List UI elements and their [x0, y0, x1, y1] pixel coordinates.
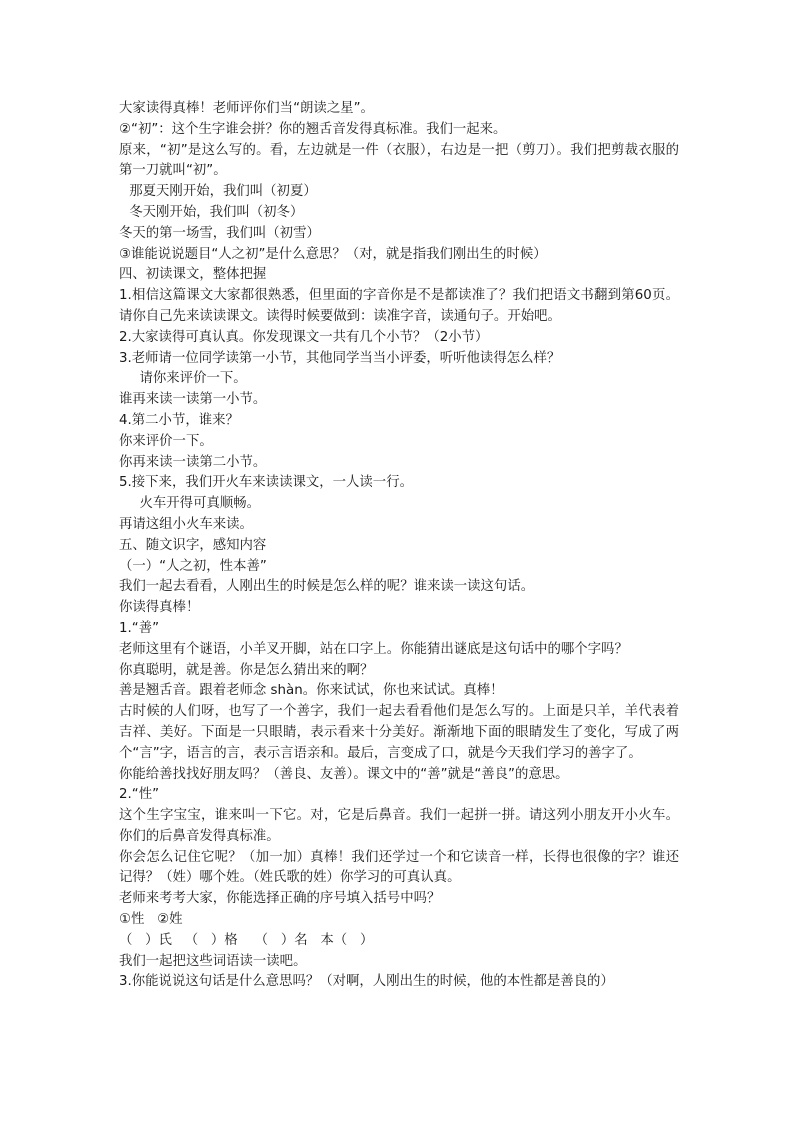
- text-line: 善是翘舌音。跟着老师念 shàn。你来试试，你也来试试。真棒！: [119, 683, 504, 699]
- text-line: 你会怎么记住它呢？（加一加）真棒！我们还学过一个和它读音一样，长得也很像的字？谁还记得？（姓）哪个姓。（姓氏歌的姓）你学习的可真认真。: [119, 849, 679, 886]
- text-line: 2.“性”: [119, 787, 160, 803]
- text-line: 四、初读课文，整体把握: [119, 267, 267, 283]
- text-line: 3.你能说说这句话是什么意思吗？（对啊，人刚出生的时候，他的本性都是善良的）: [119, 974, 614, 990]
- text-line: 请你来评价一下。: [131, 371, 247, 387]
- text-line: 冬天的第一场雪，我们叫（初雪）: [119, 225, 320, 241]
- text-line: ②“初”：这个生字谁会拼？你的翘舌音发得真标准。我们一起来。: [119, 121, 507, 137]
- text-line: 火车开得可真顺畅。: [131, 496, 261, 512]
- text-line: 你能给善找找好朋友吗？（善良、友善）。课文中的“善”就是“善良”的意思。: [119, 766, 569, 782]
- text-line: 2.大家读得可真认真。你发现课文一共有几个小节？（2小节）: [119, 329, 489, 345]
- text-line: 你读得真棒！: [119, 600, 200, 616]
- text-line: 1.相信这篇课文大家都很熟悉，但里面的字音你是不是都读准了？我们把语文书翻到第60页。请你自己先来读读课文。读得时候要做到：读准字音，读通句子。开始吧。: [119, 288, 679, 324]
- text-line: 5.接下来，我们开火车来读读课文，一人读一行。: [119, 475, 413, 491]
- text-line: 谁再来读一读第一小节。: [119, 392, 267, 408]
- text-line: 再请这组小火车来读。: [119, 516, 253, 532]
- text-line: 古时候的人们呀，也写了一个善字，我们一起去看看他们是怎么写的。上面是只羊，羊代表着吉祥、美好。下面是一只眼睛，表示看来十分美好。渐渐地下面的眼睛发生了变化，写成了两个“言”字，语言的言，表示言语亲和。最后，言变成了口，就是今天我们学习的善字了。: [119, 704, 679, 761]
- text-line: 老师来考考大家，你能选择正确的序号填入括号中吗？: [119, 891, 441, 907]
- text-line: 那夏天刚开始，我们叫（初夏）: [125, 184, 317, 200]
- text-line: 我们一起把这些词语读一读吧。: [119, 953, 307, 969]
- text-line: 原来，“初”是这么写的。看，左边就是一件（衣服），右边是一把（剪刀）。我们把剪裁衣服的第一刀就叫“初”。: [119, 142, 679, 179]
- text-line: 大家读得真棒！老师评你们当“朗读之星”。: [119, 101, 374, 116]
- text-line: ①性 ②姓: [119, 912, 183, 928]
- text-line: 你真聪明，就是善。你是怎么猜出来的啊？: [119, 662, 374, 678]
- text-line: 冬天刚开始，我们叫（初冬）: [125, 204, 304, 220]
- text-line: 五、随文识字，感知内容: [119, 537, 267, 553]
- text-line: 我们一起去看看，人刚出生的时候是怎么样的呢？谁来读一读这句话。: [119, 579, 535, 595]
- document-page: [119, 99, 679, 993]
- text-line: （一）“人之初，性本善”: [119, 558, 267, 574]
- text-line: （ ）氏 （ ）格 （ ）名 本（ ）: [119, 932, 374, 948]
- text-line: 你再来读一读第二小节。: [119, 454, 267, 470]
- text-line: ③谁能说说题目“人之初”是什么意思？（对，就是指我们刚出生的时候）: [119, 246, 547, 262]
- text-line: 你来评价一下。: [119, 433, 213, 449]
- text-line: 这个生字宝宝，谁来叫一下它。对，它是后鼻音。我们一起拼一拼。请这列小朋友开小火车。你们的后鼻音发得真标准。: [119, 808, 679, 844]
- text-line: 4.第二小节，谁来？: [119, 412, 239, 428]
- text-line: 3.老师请一位同学读第一小节，其他同学当当小评委，听听他读得怎么样？: [119, 350, 561, 366]
- text-line: 1.“善”: [119, 620, 160, 636]
- text-line: 老师这里有个谜语，小羊叉开脚，站在口字上。你能猜出谜底是这句话中的哪个字吗？: [119, 641, 628, 657]
